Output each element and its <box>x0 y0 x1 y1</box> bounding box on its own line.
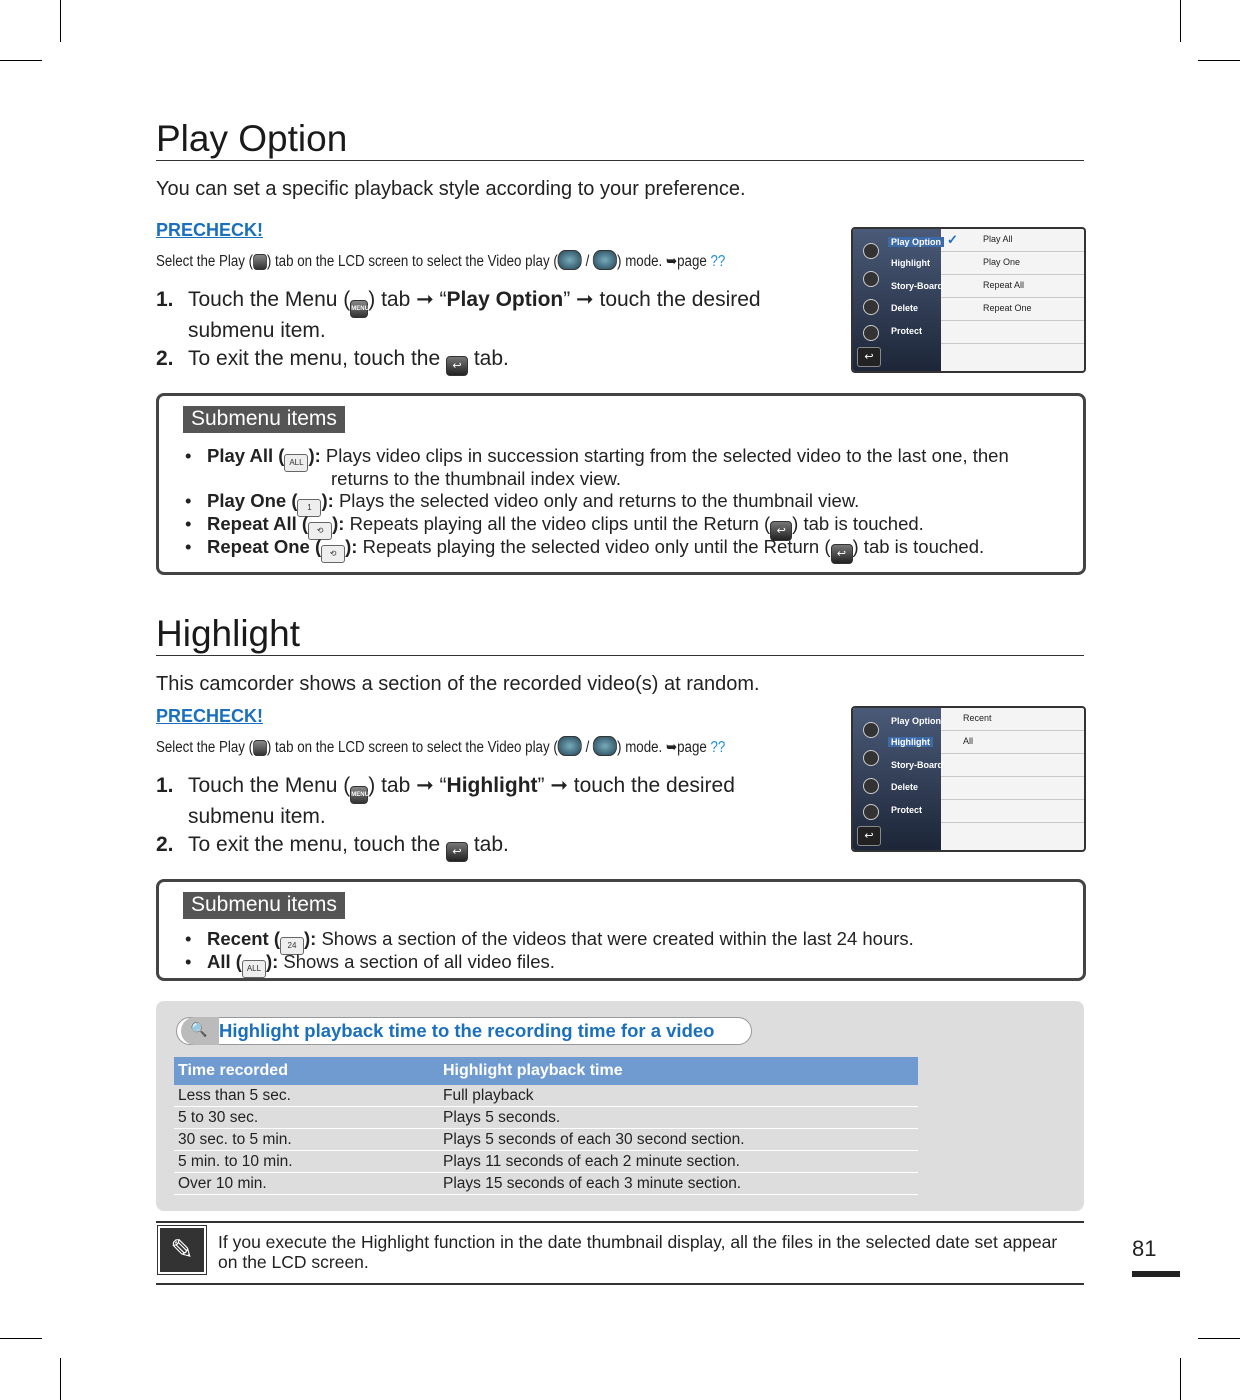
lcd-screen-highlight <box>851 706 1086 852</box>
lcd-option-row[interactable]: ✓ Play All <box>941 229 1084 252</box>
play-all-desc-cont: returns to the thumbnail index view. <box>331 468 621 489</box>
page-reference[interactable]: ?? <box>710 739 726 756</box>
lcd-swap-icon <box>863 299 879 315</box>
submenu-box-highlight <box>156 879 1086 981</box>
video-play-hd-icon <box>558 736 582 756</box>
lcd-swap-icon <box>863 778 879 794</box>
submenu-title: Submenu items <box>183 406 345 433</box>
step-1: 1. Touch the Menu (MENU) tab ➞ “Play Option” ➞ touch the desired submenu item. <box>156 288 761 342</box>
lcd-option-row[interactable]: Play One <box>941 252 1084 275</box>
recent-icon: 24 <box>280 937 304 955</box>
page-number-bar <box>1132 1271 1180 1277</box>
lcd-option-row[interactable]: Repeat All <box>941 275 1084 298</box>
lcd-tab-icon <box>863 271 879 287</box>
all-icon: ALL <box>242 960 266 978</box>
crop-mark <box>60 1358 61 1400</box>
table-row: 30 sec. to 5 min. Plays 5 seconds of each 30 second section. <box>174 1129 918 1151</box>
lcd-screen-play-option <box>851 227 1086 373</box>
lcd-menu-item[interactable]: Highlight <box>888 737 933 747</box>
lcd-menu-item[interactable]: Play Option <box>888 237 944 247</box>
lcd-menu-item[interactable]: Highlight <box>891 258 930 268</box>
precheck-text: Select the Play ( ) tab on the LCD screen to select the Video play ( / ) mode. ➥page ?? <box>156 250 725 271</box>
play-tab-icon <box>253 254 267 270</box>
submenu-item-recent: • Recent ( 24 ): Shows a section of the videos that were created within the last 24 hours. <box>207 927 914 955</box>
table-header-row <box>174 1057 918 1085</box>
lcd-menu-item[interactable]: Play Option <box>891 716 942 726</box>
lcd-menu-item[interactable]: Protect <box>891 805 923 815</box>
lcd-return-button[interactable]: ↩ <box>857 347 881 367</box>
video-play-sd-icon <box>593 250 617 270</box>
step-2: 2. To exit the menu, touch the ↩ tab. <box>156 346 509 376</box>
crop-mark <box>1198 60 1240 61</box>
table-row: Over 10 min. Plays 15 seconds of each 3 minute section. <box>174 1173 918 1195</box>
note-pencil-icon: ✎ <box>158 1226 206 1274</box>
table-row: 5 min. to 10 min. Plays 11 seconds of each 2 minute section. <box>174 1151 918 1173</box>
play-tab-icon <box>253 740 267 756</box>
return-tab-icon <box>446 356 468 376</box>
lcd-option-row <box>941 800 1084 823</box>
submenu-item-play-all: • Play All ( ALL ): Plays video clips in succession starting from the selected video to the last one, then <box>207 444 1009 472</box>
table-row: Less than 5 sec. Full playback <box>174 1085 918 1107</box>
video-play-hd-icon <box>558 250 582 270</box>
lcd-menu-item[interactable]: Delete <box>891 782 919 792</box>
submenu-box-play-option <box>156 393 1086 575</box>
lcd-option-row <box>941 321 1084 344</box>
crop-mark <box>1180 1358 1181 1400</box>
highlight-time-table <box>174 1057 918 1195</box>
lcd-menu-item[interactable]: Story-Board <box>891 281 944 291</box>
lcd-option-row[interactable]: Repeat One <box>941 298 1084 321</box>
crop-mark <box>60 0 61 42</box>
lcd-gear-icon <box>863 804 879 820</box>
menu-tab-icon: MENU <box>350 300 368 318</box>
play-option-intro: You can set a specific playback style according to your preference. <box>156 178 746 200</box>
submenu-item-all: • All ( ALL ): Shows a section of all video files. <box>207 950 555 978</box>
lcd-menu-item[interactable]: Protect <box>891 326 923 336</box>
note-text: If you execute the Highlight function in the date thumbnail display, all the files in the selected date set appear on the LCD screen. <box>218 1232 1058 1272</box>
precheck-text: Select the Play ( ) tab on the LCD screen to select the Video play ( / ) mode. ➥page ?? <box>156 736 725 757</box>
lcd-option-row <box>941 777 1084 800</box>
magnifier-icon <box>181 1017 219 1045</box>
page-number: 81 <box>1132 1236 1157 1261</box>
video-play-sd-icon <box>593 736 617 756</box>
repeat-one-icon: ⟲ <box>321 545 345 563</box>
play-all-icon: ALL <box>284 454 308 472</box>
precheck-label: PRECHECK! <box>156 706 264 726</box>
return-tab-icon <box>446 842 468 862</box>
section-title-play-option: Play Option <box>156 118 1084 161</box>
highlight-intro: This camcorder shows a section of the recorded video(s) at random. <box>156 673 760 695</box>
play-one-icon: 1 <box>297 499 321 517</box>
repeat-all-icon: ⟲ <box>308 522 332 540</box>
crop-mark <box>1198 1338 1240 1339</box>
lcd-return-button[interactable]: ↩ <box>857 826 881 846</box>
lcd-option-row[interactable]: All <box>941 731 1084 754</box>
submenu-item-play-one: • Play One ( 1 ): Plays the selected video only and returns to the thumbnail view. <box>207 489 859 517</box>
step-2: 2. To exit the menu, touch the ↩ tab. <box>156 832 509 862</box>
return-tab-icon <box>831 544 853 564</box>
section-title-highlight: Highlight <box>156 613 1084 656</box>
crop-mark <box>0 60 42 61</box>
submenu-title: Submenu items <box>183 892 345 919</box>
lcd-mode-icon <box>863 243 879 259</box>
check-icon: ✓ <box>947 232 958 247</box>
precheck-label: PRECHECK! <box>156 220 264 240</box>
crop-mark <box>1180 0 1181 42</box>
note-section <box>156 1221 1084 1285</box>
lcd-gear-icon <box>863 325 879 341</box>
tip-title: 🔍 Highlight playback time to the recording time for a video <box>176 1017 752 1045</box>
crop-mark <box>0 1338 42 1339</box>
submenu-item-repeat-one: • Repeat One ( ⟲ ): Repeats playing the selected video only until the Return (↩ ) tab is touched. <box>207 535 984 564</box>
column-header: Highlight playback time <box>439 1057 918 1085</box>
lcd-menu-item[interactable]: Story-Board <box>891 760 944 770</box>
page-reference[interactable]: ?? <box>710 253 726 270</box>
column-header: Time recorded <box>174 1057 439 1085</box>
menu-tab-icon: MENU <box>350 786 368 804</box>
lcd-menu-item[interactable]: Delete <box>891 303 919 313</box>
lcd-option-row[interactable]: Recent <box>941 708 1084 731</box>
lcd-tab-icon <box>863 750 879 766</box>
step-1: 1. Touch the Menu (MENU) tab ➞ “Highlight” ➞ touch the desired submenu item. <box>156 774 735 828</box>
lcd-option-row <box>941 754 1084 777</box>
lcd-mode-icon <box>863 722 879 738</box>
submenu-item-repeat-all: • Repeat All ( ⟲ ): Repeats playing all the video clips until the Return (↩ ) tab is touched. <box>207 512 924 541</box>
table-row: 5 to 30 sec. Plays 5 seconds. <box>174 1107 918 1129</box>
